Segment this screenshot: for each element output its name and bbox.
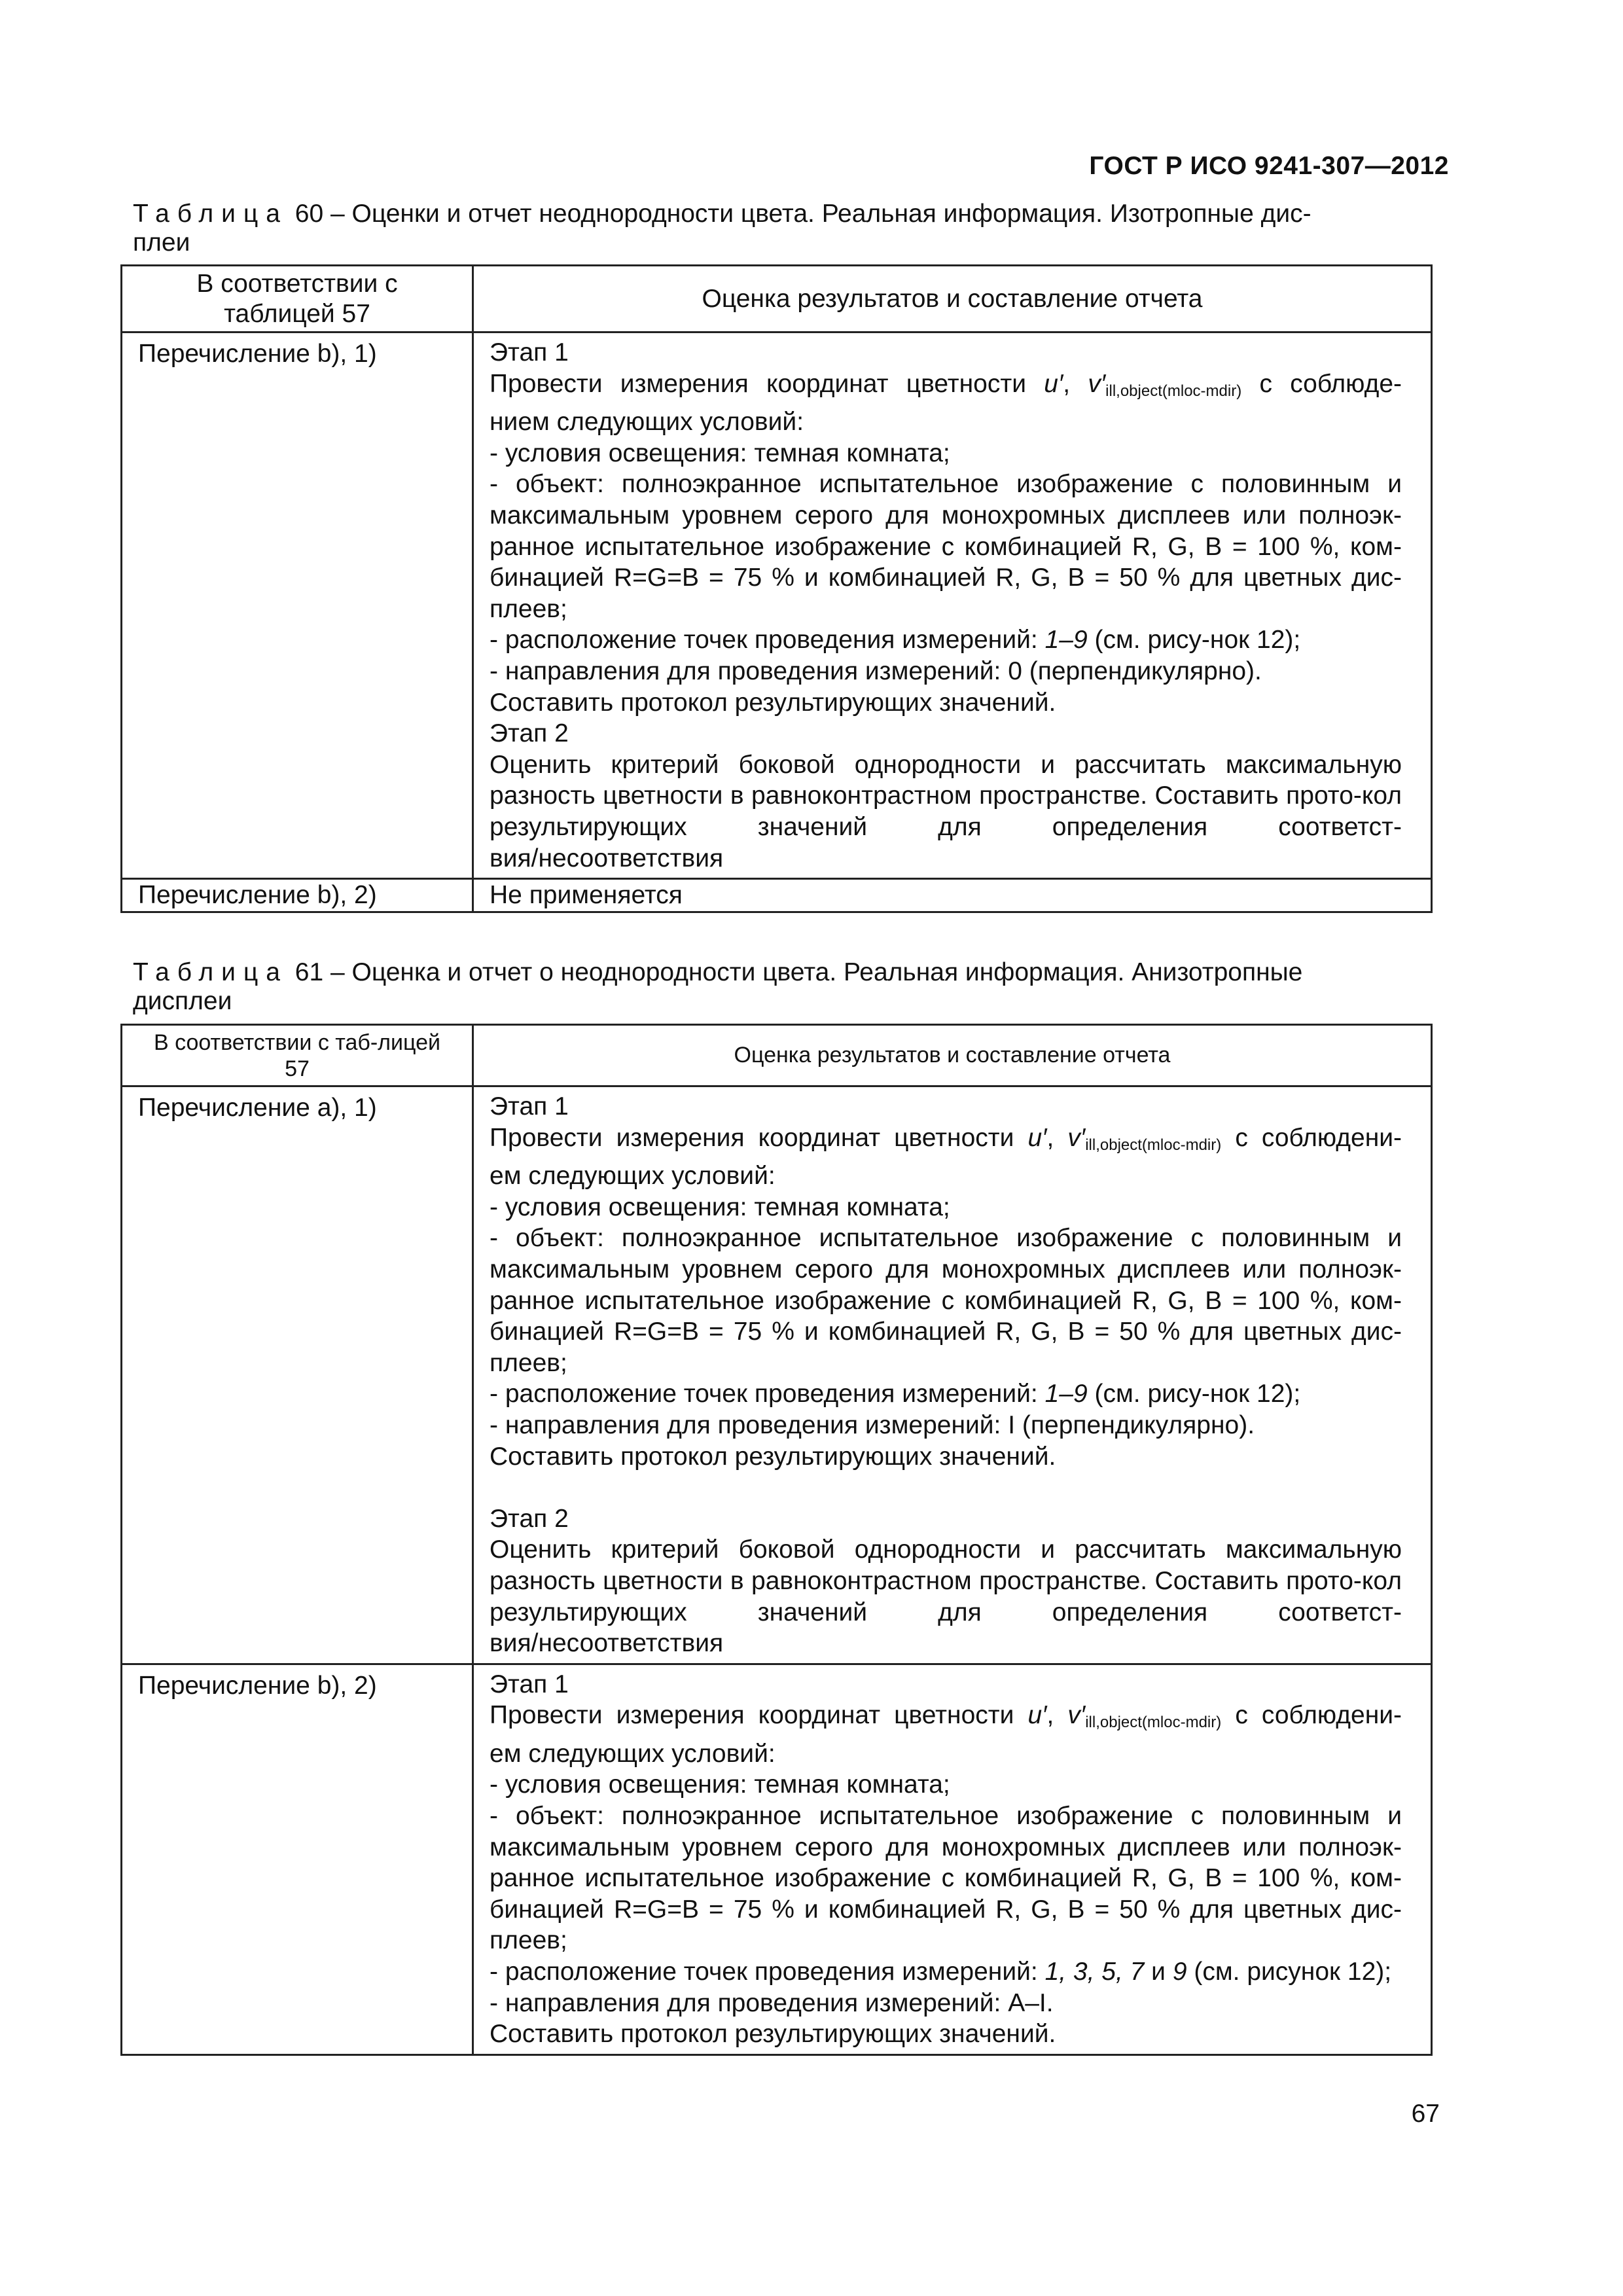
stage-heading: Этап 2 — [490, 1504, 569, 1533]
condition-directions: - направления для проведения измерений: I (перпендикулярно). — [490, 1410, 1255, 1439]
caption-continuation: плеи — [133, 228, 190, 257]
table-word: Таблица — [133, 200, 288, 228]
row-label: Перечисление b), 2) — [138, 1671, 377, 1700]
measure-instruction: Провести измерения координат цветности u′, $v'_{ill,object(mloc-mdir)}$ с соблюдени- — [490, 1123, 1402, 1154]
row-content — [474, 1665, 1431, 2054]
symbol-v: v′ — [1067, 1701, 1086, 1730]
condition-lighting: - условия освещения: темная комната; — [490, 1770, 950, 1799]
evaluation-instruction-end: вия/несоответствия — [490, 844, 724, 872]
table-header-row — [122, 266, 1432, 332]
measure-instruction: Провести измерения координат цветности u′, $v'_{ill,object(mloc-mdir)}$ с соблюде- — [490, 369, 1402, 400]
stage-heading: Этап 2 — [490, 719, 569, 748]
evaluation-instruction: Оценить критерий боковой однородности и рассчитать максимальную разность цветности в равноконтрастном пространстве. Составить прото-кол результирующих значений для определения соответст- — [490, 750, 1402, 841]
row-label: Перечисление a), 1) — [138, 1094, 377, 1122]
table-61-caption — [133, 958, 1442, 1016]
caption-text: 61 – Оценка и отчет о неоднородности цвета. Реальная информация. Анизотропные — [287, 958, 1303, 986]
table-60-caption — [133, 200, 1442, 257]
condition-object: - объект: полноэкранное испытательное изображение с половинным и максимальным уровнем серого для монохромных дисплеев или полноэк-ранное испытательное изображение с комбинацией R, G, B = 100 %, ком-бинацией R=G=B = 75 % и комбинацией R, G, B = 50 % для цветных дис-плеев; — [490, 1802, 1402, 1955]
symbol-v: v′ — [1067, 1123, 1086, 1152]
measure-instruction: Провести измерения координат цветности u′, $v'_{ill,object(mloc-mdir)}$ с соблюдени- — [490, 1701, 1402, 1732]
symbol-v-subscript: ill,object(mloc-mdir) — [1085, 1136, 1222, 1154]
evaluation-instruction: Оценить критерий боковой однородности и рассчитать максимальную разность цветности в равноконтрастном пространстве. Составить прото-кол результирующих значений для определения соответст- — [490, 1535, 1402, 1626]
symbol-v-subscript: ill,object(mloc-mdir) — [1085, 1713, 1222, 1732]
row-label: Перечисление b), 2) — [138, 881, 377, 910]
table-row — [122, 879, 1432, 912]
row-content — [474, 1087, 1431, 1663]
symbol-u: u′ — [1044, 369, 1063, 398]
condition-directions: - направления для проведения измерений: А–I. — [490, 1988, 1054, 2017]
col-header-reference: В соответствии с таб-лицей 57 — [122, 1025, 473, 1086]
condition-points: - расположение точек проведения измерений: 1–9 (см. рису-нок 12); — [490, 1380, 1301, 1408]
condition-lighting: - условия освещения: темная комната; — [490, 1193, 950, 1221]
col-header-evaluation: Оценка результатов и составление отчета — [473, 1025, 1432, 1086]
table-60 — [120, 264, 1433, 913]
table-header-row — [122, 1025, 1432, 1086]
table-word: Таблица — [133, 958, 288, 986]
condition-object: - объект: полноэкранное испытательное изображение с половинным и максимальным уровнем серого для монохромных дисплеев или полноэк-ранное испытательное изображение с комбинацией R, G, B = 100 %, ком-бинацией R=G=B = 75 % и комбинацией R, G, B = 50 % для цветных дис-плеев; — [490, 470, 1402, 623]
condition-points: - расположение точек проведения измерений: 1, 3, 5, 7 и 9 (см. рисунок 12); — [490, 1958, 1392, 1986]
evaluation-instruction-end: вия/несоответствия — [490, 1629, 724, 1658]
condition-object: - объект: полноэкранное испытательное изображение с половинным и максимальным уровнем серого для монохромных дисплеев или полноэк-ранное испытательное изображение с комбинацией R, G, B = 100 %, ком-бинацией R=G=B = 75 % и комбинацией R, G, B = 50 % для цветных дис-плеев; — [490, 1224, 1402, 1377]
measure-instruction-cont: ем следующих условий: — [490, 1739, 776, 1768]
row-content — [474, 333, 1431, 878]
caption-continuation: дисплеи — [133, 987, 232, 1015]
measure-instruction-cont: нием следующих условий: — [490, 408, 804, 437]
symbol-v-subscript: ill,object(mloc-mdir) — [1105, 382, 1242, 400]
stage-heading: Этап 1 — [490, 1670, 569, 1698]
symbol-u: u′ — [1027, 1701, 1047, 1730]
row-content: Не применяется — [490, 881, 683, 910]
symbol-v: v′ — [1088, 369, 1106, 398]
symbol-u: u′ — [1027, 1123, 1047, 1152]
table-row — [122, 332, 1432, 879]
page-number: 67 — [1411, 2100, 1440, 2128]
protocol-instruction: Составить протокол результирующих значений. — [490, 2020, 1056, 2049]
document-code: ГОСТ Р ИСО 9241-307—2012 — [1089, 152, 1449, 180]
table-row — [122, 1086, 1432, 1664]
condition-directions: - направления для проведения измерений: 0 (перпендикулярно). — [490, 656, 1262, 685]
col-header-evaluation: Оценка результатов и составление отчета — [473, 266, 1432, 332]
protocol-instruction: Составить протокол результирующих значений. — [490, 1442, 1056, 1471]
blank-line — [490, 1472, 1402, 1503]
table-row — [122, 1664, 1432, 2054]
condition-points: - расположение точек проведения измерений: 1–9 (см. рису-нок 12); — [490, 626, 1301, 655]
col-header-reference: В соответствии с таблицей 57 — [122, 266, 473, 332]
table-61 — [120, 1024, 1433, 2056]
stage-heading: Этап 1 — [490, 1092, 569, 1121]
stage-heading: Этап 1 — [490, 338, 569, 367]
caption-text: 60 – Оценки и отчет неоднородности цвета. Реальная информация. Изотропные дис- — [287, 200, 1311, 228]
row-label: Перечисление b), 1) — [138, 340, 377, 368]
protocol-instruction: Составить протокол результирующих значений. — [490, 688, 1056, 717]
condition-lighting: - условия освещения: темная комната; — [490, 439, 950, 467]
measure-instruction-cont: ем следующих условий: — [490, 1162, 776, 1191]
